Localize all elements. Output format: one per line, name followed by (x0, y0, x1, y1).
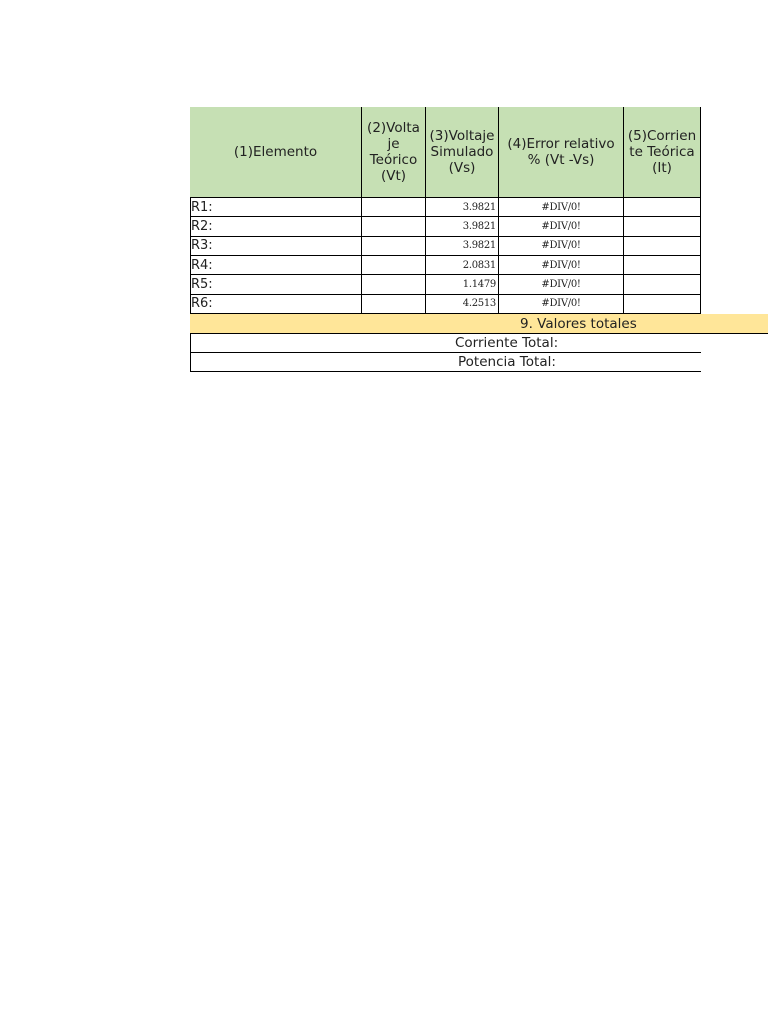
corriente-total-label: Corriente Total: (455, 335, 559, 351)
elemento-cell[interactable]: R6: (190, 295, 362, 314)
voltaje-teorico-cell[interactable] (362, 198, 426, 217)
voltaje-simulado-cell[interactable]: 1.1479 (426, 275, 499, 294)
voltaje-simulado-cell[interactable]: 3.9821 (426, 198, 499, 217)
potencia-total-row[interactable] (190, 353, 701, 372)
error-relativo-cell[interactable]: #DIV/0! (499, 198, 624, 217)
voltaje-teorico-cell[interactable] (362, 295, 426, 314)
header-elemento[interactable]: (1)Elemento (190, 107, 362, 198)
error-relativo-cell[interactable]: #DIV/0! (499, 217, 624, 236)
error-relativo-cell[interactable]: #DIV/0! (499, 256, 624, 275)
corriente-teorica-cell[interactable] (624, 237, 701, 256)
header-corriente-teorica[interactable]: (5)Corrien te Teórica (It) (624, 107, 701, 198)
voltaje-teorico-cell[interactable] (362, 275, 426, 294)
elemento-cell[interactable]: R5: (190, 275, 362, 294)
elemento-cell[interactable]: R4: (190, 256, 362, 275)
voltaje-simulado-cell[interactable]: 3.9821 (426, 237, 499, 256)
voltaje-simulado-cell[interactable]: 2.0831 (426, 256, 499, 275)
error-relativo-cell[interactable]: #DIV/0! (499, 295, 624, 314)
potencia-total-label: Potencia Total: (458, 354, 556, 370)
voltaje-teorico-cell[interactable] (362, 217, 426, 236)
error-relativo-cell[interactable]: #DIV/0! (499, 275, 624, 294)
corriente-teorica-cell[interactable] (624, 275, 701, 294)
voltaje-simulado-cell[interactable]: 3.9821 (426, 217, 499, 236)
header-voltaje-simulado[interactable]: (3)Voltaje Simulado (Vs) (426, 107, 499, 198)
header-error-relativo[interactable]: (4)Error relativo % (Vt -Vs) (499, 107, 624, 198)
corriente-total-row[interactable] (190, 334, 701, 353)
corriente-teorica-cell[interactable] (624, 217, 701, 236)
voltaje-teorico-cell[interactable] (362, 256, 426, 275)
error-relativo-cell[interactable]: #DIV/0! (499, 237, 624, 256)
corriente-teorica-cell[interactable] (624, 295, 701, 314)
elemento-cell[interactable]: R3: (190, 237, 362, 256)
corriente-teorica-cell[interactable] (624, 256, 701, 275)
voltaje-simulado-cell[interactable]: 4.2513 (426, 295, 499, 314)
totals-section-title[interactable] (190, 314, 768, 334)
elemento-cell[interactable]: R2: (190, 217, 362, 236)
corriente-teorica-cell[interactable] (624, 198, 701, 217)
elemento-cell[interactable]: R1: (190, 198, 362, 217)
totals-section-title-text: 9. Valores totales (520, 315, 637, 332)
header-voltaje-teorico[interactable]: (2)Volta je Teórico (Vt) (362, 107, 426, 198)
spreadsheet-table (190, 107, 768, 373)
voltaje-teorico-cell[interactable] (362, 237, 426, 256)
